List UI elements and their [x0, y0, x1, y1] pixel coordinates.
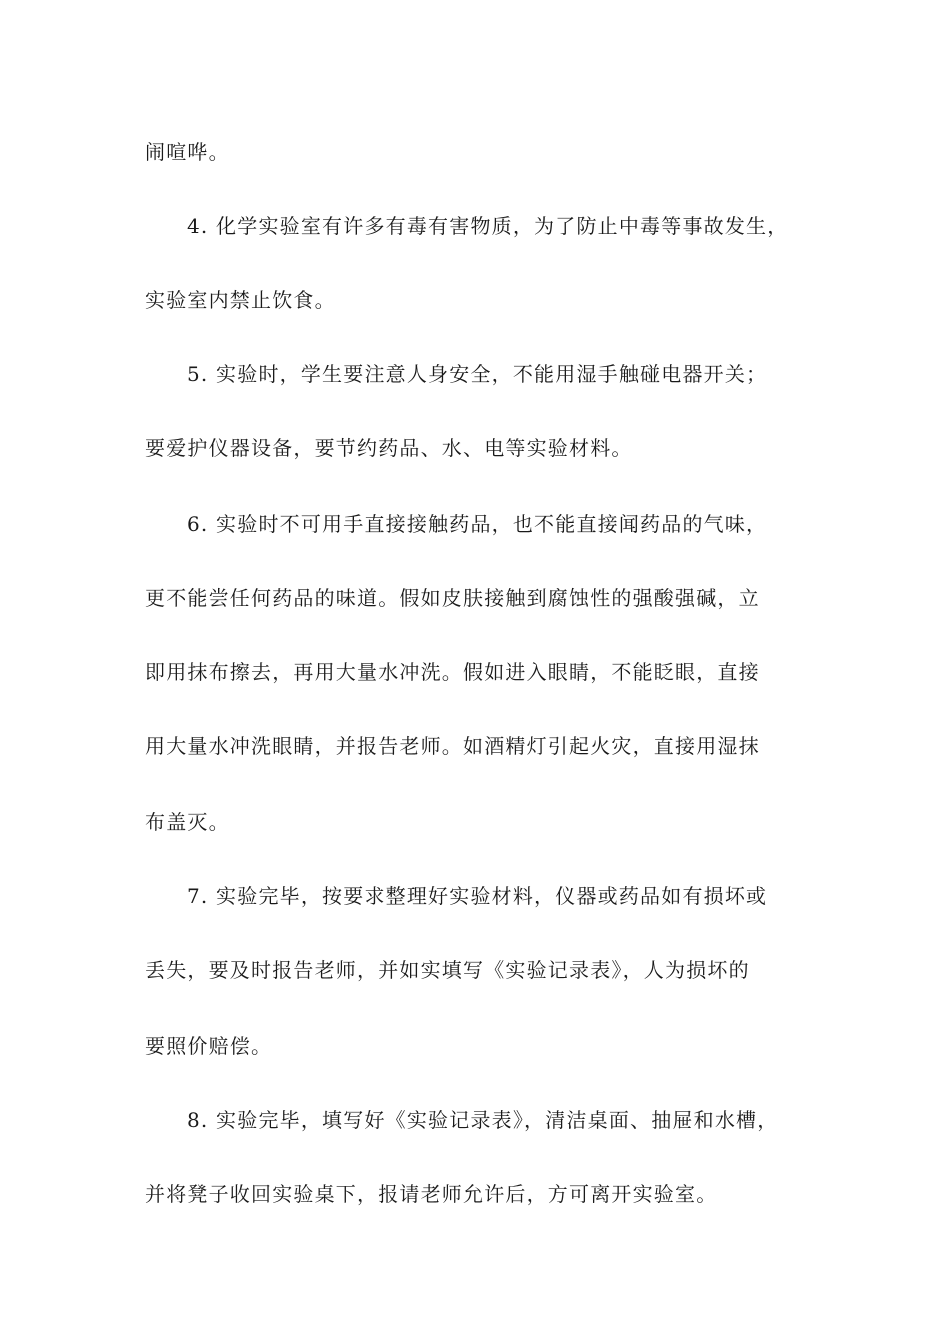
rule-4-line-1: 4. 化学实验室有许多有毒有害物质，为了防止中毒等事故发生， [187, 214, 789, 238]
rule-7-line-2: 丢失，要及时报告老师，并如实填写《实验记录表》，人为损坏的 [145, 958, 750, 982]
rule-8-line-2: 并将凳子收回实验桌下，报请老师允许后，方可离开实验室。 [145, 1182, 718, 1206]
rule-8-line-1: 8. 实验完毕，填写好《实验记录表》，清洁桌面、抽屉和水槽， [187, 1108, 779, 1132]
rule-4-line-2: 实验室内禁止饮食。 [145, 288, 336, 312]
rule-5-line-2: 要爱护仪器设备，要节约药品、水、电等实验材料。 [145, 436, 633, 460]
rule-7-line-1: 7. 实验完毕，按要求整理好实验材料，仪器或药品如有损坏或 [187, 884, 768, 908]
rule-6-line-4: 用大量水冲洗眼睛，并报告老师。如酒精灯引起火灾，直接用湿抹 [145, 734, 760, 758]
rule-6-line-1: 6. 实验时不可用手直接接触药品，也不能直接闻药品的气味， [187, 512, 768, 536]
rule-5-line-1: 5. 实验时，学生要注意人身安全，不能用湿手触碰电器开关； [187, 362, 768, 386]
rule-6-line-2: 更不能尝任何药品的味道。假如皮肤接触到腐蚀性的强酸强碱，立 [145, 586, 760, 610]
rule-6-line-5: 布盖灭。 [145, 810, 230, 834]
paragraph-line: 闹喧哗。 [145, 140, 230, 164]
rule-7-line-3: 要照价赔偿。 [145, 1034, 273, 1058]
rule-6-line-3: 即用抹布擦去，再用大量水冲洗。假如进入眼睛，不能眨眼，直接 [145, 660, 760, 684]
